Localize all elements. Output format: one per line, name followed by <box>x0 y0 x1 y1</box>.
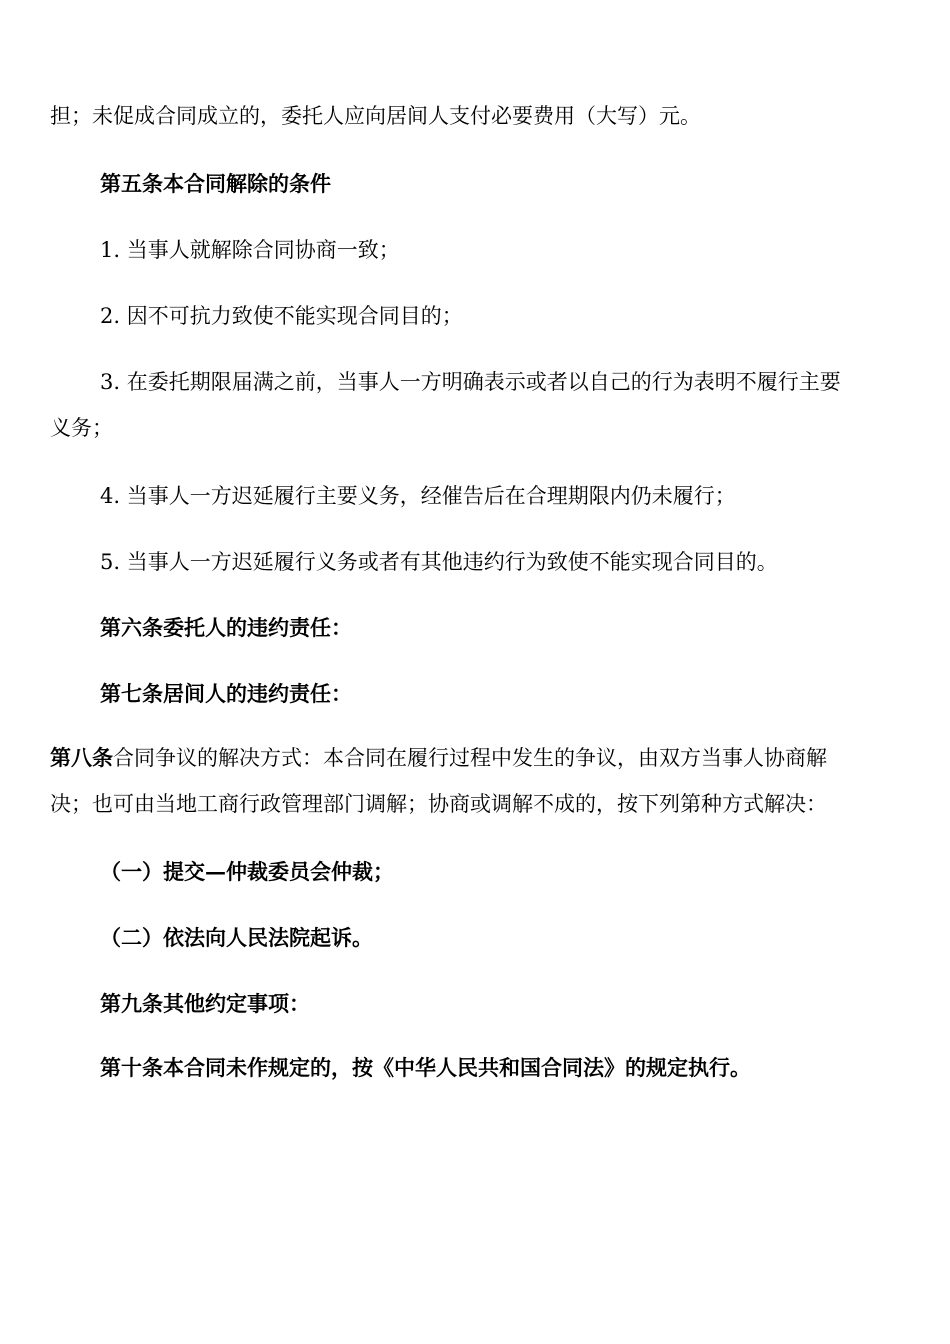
list-item-text: 3. 在委托期限届满之前，当事人一方明确表示或者以自己的行为表明不履行主要 <box>100 370 841 394</box>
list-item-text: 4. 当事人一方迟延履行主要义务，经催告后在合理期限内仍未履行； <box>100 484 736 508</box>
option-text: （二）依法向人民法院起诉。 <box>100 925 373 950</box>
list-item-3-continuation <box>50 414 113 442</box>
article-8-continuation <box>50 790 827 818</box>
paragraph-text: 担；未促成合同成立的，委托人应向居间人支付必要费用（大写）元。 <box>50 104 701 128</box>
article-9-heading <box>100 990 310 1018</box>
article-8-label: 第八条 <box>50 745 113 770</box>
list-item-text: 1. 当事人就解除合同协商一致； <box>100 238 400 262</box>
list-item-2 <box>100 302 463 330</box>
list-item-text: 5. 当事人一方迟延履行义务或者有其他违约行为致使不能实现合同目的。 <box>100 550 778 574</box>
article-7-heading <box>100 680 352 708</box>
option-1 <box>100 858 394 886</box>
article-6-heading <box>100 614 352 642</box>
list-item-text: 义务； <box>50 416 113 440</box>
heading-text: 第五条本合同解除的条件 <box>100 171 331 196</box>
option-2 <box>100 924 373 952</box>
list-item-1 <box>100 236 400 264</box>
option-text: （一）提交—仲裁委员会仲裁； <box>100 859 394 884</box>
heading-text: 第七条居间人的违约责任： <box>100 681 352 706</box>
article-5-heading <box>100 170 331 198</box>
paragraph-continuation <box>50 102 701 130</box>
list-item-4 <box>100 482 736 510</box>
heading-text: 第六条委托人的违约责任： <box>100 615 352 640</box>
article-8-paragraph <box>50 744 827 772</box>
heading-text: 第十条本合同未作规定的，按《中华人民共和国合同法》的规定执行。 <box>100 1055 751 1080</box>
article-10-heading <box>100 1054 751 1082</box>
list-item-text: 2. 因不可抗力致使不能实现合同目的； <box>100 304 463 328</box>
paragraph-text: 决；也可由当地工商行政管理部门调解；协商或调解不成的，按下列第种方式解决： <box>50 792 827 816</box>
heading-text: 第九条其他约定事项： <box>100 991 310 1016</box>
paragraph-text: 合同争议的解决方式：本合同在履行过程中发生的争议，由双方当事人协商解 <box>113 746 827 770</box>
list-item-5 <box>100 548 778 576</box>
list-item-3 <box>100 368 841 396</box>
